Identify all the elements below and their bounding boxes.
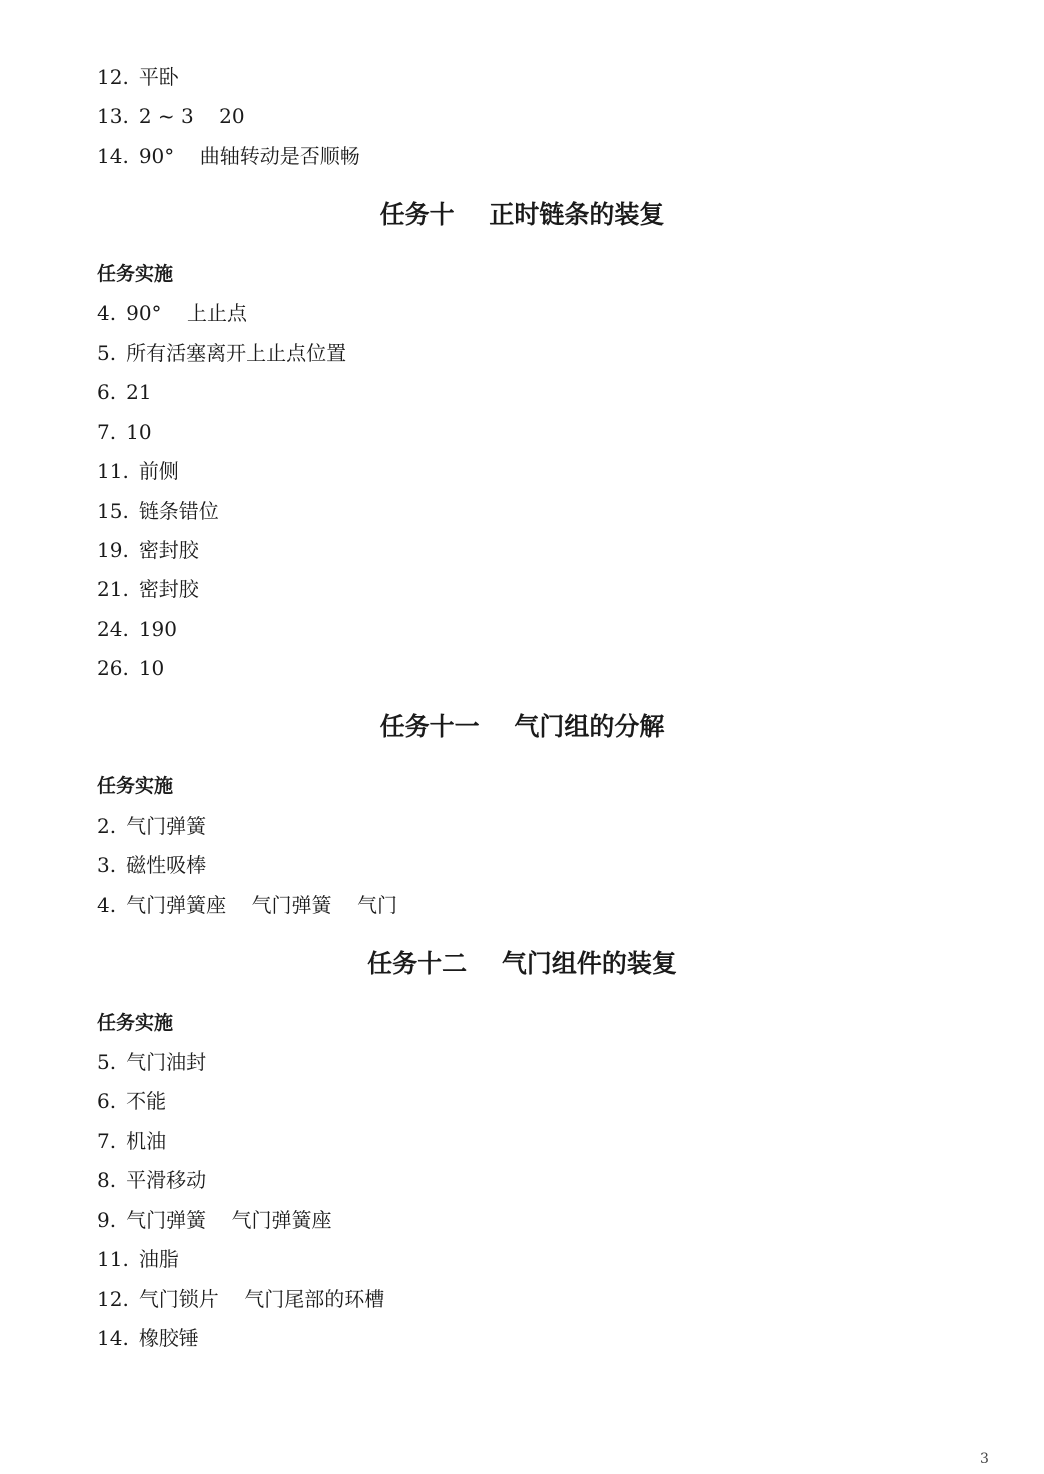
section-title: 任务十一 气门组的分解 <box>379 712 665 741</box>
item-number: 11. <box>97 459 129 483</box>
section-title: 任务十二 气门组件的装复 <box>367 949 677 978</box>
answer-line <box>97 420 152 444</box>
answer-line <box>97 538 199 562</box>
section-subhead: 任务实施 <box>97 1012 174 1034</box>
item-text: 前侧 <box>138 459 179 483</box>
item-number: 4. <box>97 301 117 325</box>
item-number: 12. <box>97 65 129 89</box>
item-number: 2. <box>97 814 117 838</box>
answer-line <box>97 144 360 168</box>
answer-line <box>97 459 179 483</box>
answer-line <box>97 1287 384 1311</box>
item-text: 气门弹簧 气门弹簧座 <box>126 1208 332 1232</box>
answer-line <box>97 577 199 601</box>
item-number: 11. <box>97 1247 129 1271</box>
item-number: 5. <box>97 341 117 365</box>
item-number: 9. <box>97 1208 117 1232</box>
item-text: 气门弹簧 <box>126 814 207 838</box>
answer-line <box>97 1326 199 1350</box>
answer-line <box>97 104 245 128</box>
answer-line <box>97 814 206 838</box>
answer-line <box>97 656 164 680</box>
item-text: 2 ~ 3 20 <box>138 104 245 128</box>
item-text: 机油 <box>126 1129 167 1153</box>
item-number: 6. <box>97 380 117 404</box>
item-text: 10 <box>126 420 152 444</box>
item-number: 12. <box>97 1287 129 1311</box>
item-text: 不能 <box>126 1089 167 1113</box>
item-text: 90° 上止点 <box>126 301 247 325</box>
item-text: 密封胶 <box>138 577 199 601</box>
item-number: 14. <box>97 144 129 168</box>
item-number: 14. <box>97 1326 129 1350</box>
item-number: 8. <box>97 1168 117 1192</box>
answer-line <box>97 853 206 877</box>
answer-line <box>97 65 179 89</box>
item-text: 190 <box>138 617 177 641</box>
item-number: 15. <box>97 499 129 523</box>
answer-line <box>97 617 177 641</box>
item-text: 链条错位 <box>138 499 219 523</box>
item-text: 橡胶锤 <box>138 1326 199 1350</box>
item-number: 19. <box>97 538 129 562</box>
item-number: 26. <box>97 656 129 680</box>
answer-line <box>97 1208 332 1232</box>
section-subhead: 任务实施 <box>97 775 174 797</box>
item-number: 13. <box>97 104 129 128</box>
answer-line <box>97 1089 166 1113</box>
item-number: 21. <box>97 577 129 601</box>
item-number: 4. <box>97 893 117 917</box>
item-text: 密封胶 <box>138 538 199 562</box>
page-number: 3 <box>980 1451 989 1467</box>
item-number: 6. <box>97 1089 117 1113</box>
item-text: 21 <box>126 380 152 404</box>
item-number: 24. <box>97 617 129 641</box>
answer-line <box>97 380 152 404</box>
item-text: 气门锁片 气门尾部的环槽 <box>138 1287 385 1311</box>
answer-line <box>97 341 346 365</box>
item-text: 所有活塞离开上止点位置 <box>126 341 347 365</box>
item-number: 7. <box>97 1129 117 1153</box>
item-text: 平卧 <box>138 65 179 89</box>
item-number: 3. <box>97 853 117 877</box>
section-subhead: 任务实施 <box>97 263 174 285</box>
section-title: 任务十 正时链条的装复 <box>379 200 665 229</box>
item-number: 5. <box>97 1050 117 1074</box>
answer-line <box>97 301 247 325</box>
item-text: 磁性吸棒 <box>126 853 207 877</box>
item-text: 气门弹簧座 气门弹簧 气门 <box>126 893 397 917</box>
item-text: 90° 曲轴转动是否顺畅 <box>138 144 360 168</box>
answer-line <box>97 1168 206 1192</box>
item-text: 气门油封 <box>126 1050 207 1074</box>
item-text: 平滑移动 <box>126 1168 207 1192</box>
answer-line <box>97 499 219 523</box>
item-number: 7. <box>97 420 117 444</box>
answer-line <box>97 1247 179 1271</box>
item-text: 10 <box>138 656 165 680</box>
answer-line <box>97 1050 206 1074</box>
answer-line <box>97 893 397 917</box>
answer-line <box>97 1129 166 1153</box>
item-text: 油脂 <box>138 1247 179 1271</box>
